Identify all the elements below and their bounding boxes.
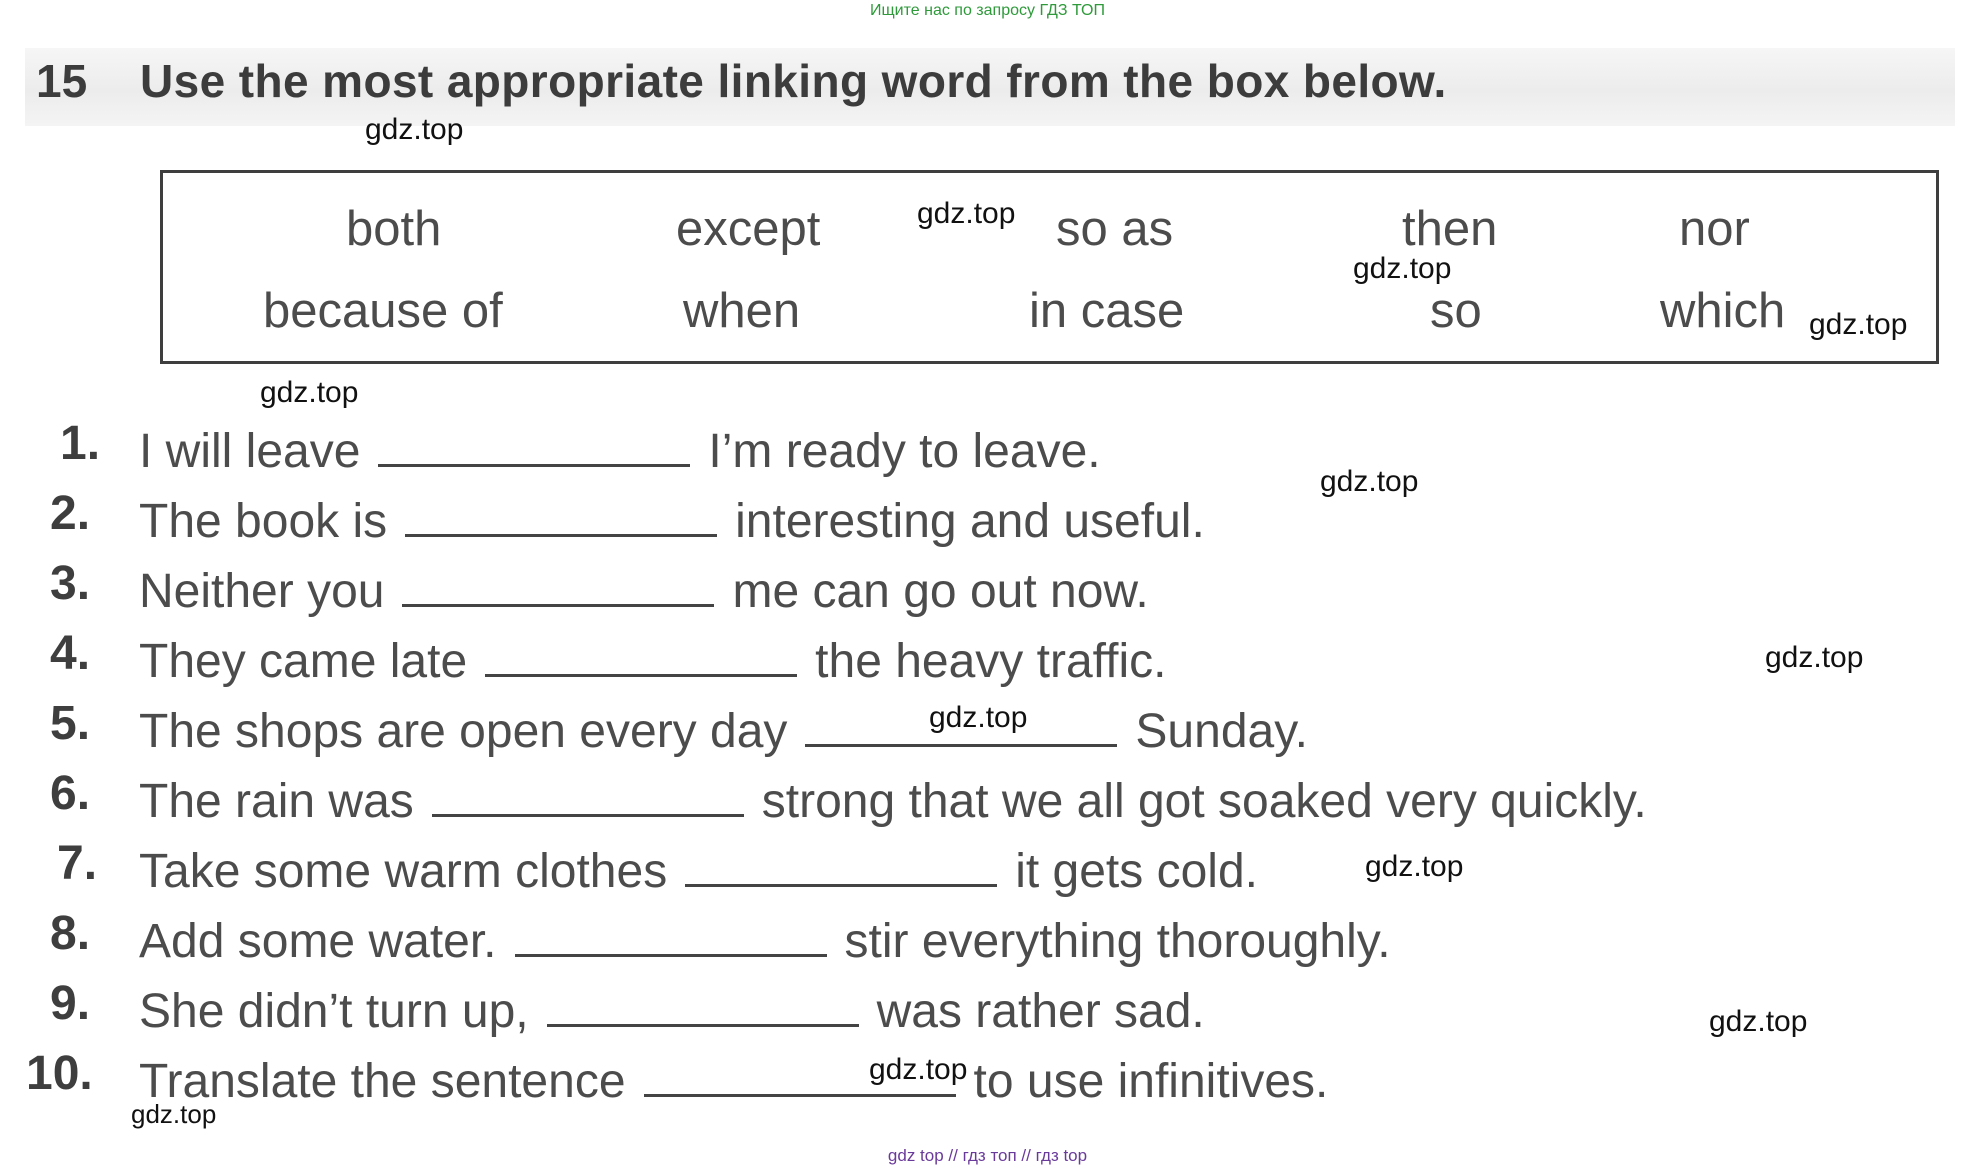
answer-blank[interactable] <box>547 976 859 1027</box>
watermark: gdz.top <box>260 376 359 409</box>
sentence-text <box>139 976 1205 1039</box>
watermark: gdz.top <box>1709 1005 1808 1038</box>
sentence-after: Sunday. <box>1135 705 1308 758</box>
sentence-text <box>139 486 1205 549</box>
word-option: so <box>1430 284 1482 338</box>
sentence-number: 8. <box>50 907 91 960</box>
watermark: gdz.top <box>869 1053 968 1086</box>
sentence-number: 4. <box>50 627 91 680</box>
watermark: gdz.top <box>1809 308 1908 341</box>
word-option: so as <box>1056 202 1174 256</box>
sentence-before: She didn’t turn up, <box>139 985 529 1038</box>
sentence-after: to use infinitives. <box>973 1055 1329 1108</box>
sentence-after: the heavy traffic. <box>815 635 1167 688</box>
watermark: gdz.top <box>1353 252 1452 285</box>
answer-blank[interactable] <box>685 836 997 887</box>
sentence-before: Neither you <box>139 565 385 618</box>
watermark: gdz.top <box>1765 641 1864 674</box>
word-option: then <box>1402 202 1498 256</box>
sentence-number: 9. <box>50 977 91 1030</box>
watermark: gdz.top <box>365 113 464 146</box>
word-box <box>160 170 1939 364</box>
sentence-text <box>139 556 1149 619</box>
sentence-text <box>139 1046 1328 1109</box>
sentence-number: 6. <box>50 767 91 820</box>
word-option: except <box>676 202 821 256</box>
watermark: gdz.top <box>1320 465 1419 498</box>
watermark: gdz.top <box>1365 850 1464 883</box>
sentence-before: They came late <box>139 635 468 688</box>
word-option: both <box>346 202 442 256</box>
sentence-after: was rather sad. <box>876 985 1205 1038</box>
sentence-before: The rain was <box>139 775 414 828</box>
answer-blank[interactable] <box>485 626 797 677</box>
sentence-number: 7. <box>57 837 98 890</box>
footer-links: gdz top // гдз топ // гдз top <box>887 1146 1088 1165</box>
sentence-after: I’m ready to leave. <box>708 425 1101 478</box>
answer-blank[interactable] <box>378 416 690 467</box>
sentence-after: strong that we all got soaked very quickly. <box>761 775 1647 828</box>
sentence-text <box>139 416 1101 479</box>
sentence-after: me can go out now. <box>732 565 1149 618</box>
sentence-number: 5. <box>50 697 91 750</box>
sentence-before: The book is <box>139 495 388 548</box>
word-option: because of <box>263 284 503 338</box>
sentence-before: Take some warm clothes <box>139 845 668 898</box>
sentence-before: The shops are open every day <box>139 705 788 758</box>
watermark: gdz.top <box>929 701 1028 734</box>
sentence-number: 1. <box>60 417 101 470</box>
watermark: gdz.top <box>917 197 1016 230</box>
watermark: gdz.top <box>131 1099 217 1129</box>
sentence-number: 3. <box>50 557 91 610</box>
word-option: nor <box>1679 202 1750 256</box>
sentence-before: I will leave <box>139 425 361 478</box>
sentence-after: interesting and useful. <box>735 495 1205 548</box>
word-option: in case <box>1029 284 1185 338</box>
search-hint: Ищите нас по запросу ГДЗ ТОП <box>870 2 1105 19</box>
sentence-after: stir everything thoroughly. <box>844 915 1391 968</box>
exercise-instruction: Use the most appropriate linking word from the box below. <box>140 55 1447 107</box>
word-option: which <box>1660 284 1786 338</box>
sentence-text <box>139 836 1258 899</box>
sentence-number: 10. <box>26 1047 93 1100</box>
sentence-before: Translate the sentence <box>139 1055 626 1108</box>
sentence-text <box>139 766 1647 829</box>
sentence-text <box>139 626 1166 689</box>
answer-blank[interactable] <box>402 556 714 607</box>
sentence-number: 2. <box>50 487 91 540</box>
sentence-text <box>139 906 1391 969</box>
answer-blank[interactable] <box>405 486 717 537</box>
answer-blank[interactable] <box>515 906 827 957</box>
answer-blank[interactable] <box>432 766 744 817</box>
exercise-number: 15 <box>36 55 88 107</box>
sentence-text <box>139 696 1308 759</box>
sentence-before: Add some water. <box>139 915 497 968</box>
sentence-after: it gets cold. <box>1015 845 1258 898</box>
word-option: when <box>683 284 801 338</box>
